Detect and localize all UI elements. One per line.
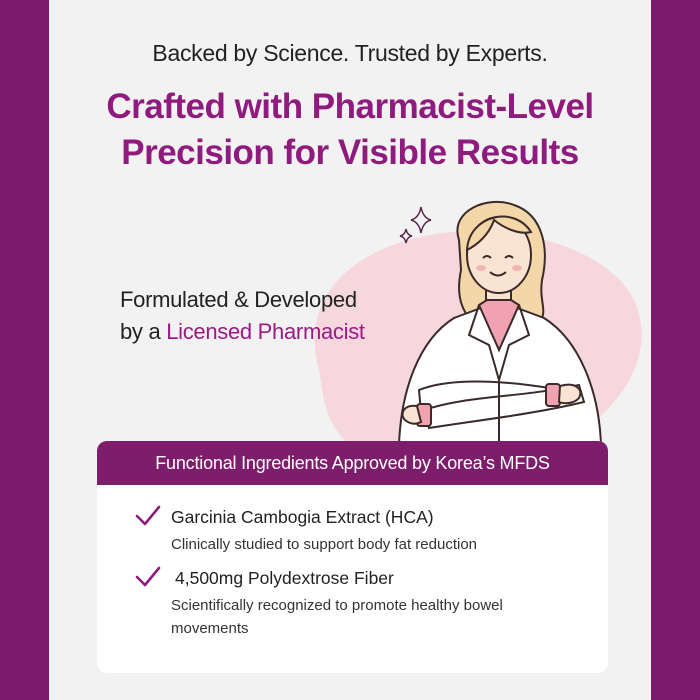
ingredient-name: Garcinia Cambogia Extract (HCA) (171, 507, 434, 527)
ingredient-name: 4,500mg Polydextrose Fiber (175, 568, 394, 588)
ingredient-description: Scientifically recognized to promote healthy bowel movements (171, 597, 503, 637)
ingredients-card-title: Functional Ingredients Approved by Korea’s MFDS (97, 441, 608, 485)
headline-line-2: Precision for Visible Results (121, 133, 579, 172)
claim-line-2: by a Licensed Pharmacist (120, 319, 365, 344)
ingredient-description: Clinically studied to support body fat reduction (171, 536, 478, 553)
licensed-pharmacist-text: Licensed Pharmacist (166, 319, 365, 344)
sparkle-icon (400, 207, 431, 243)
headline-line-1: Crafted with Pharmacist-Level (106, 87, 594, 126)
tagline: Backed by Science. Trusted by Experts. (152, 40, 548, 66)
checkmark-icon (135, 566, 161, 588)
checkmark-icon (135, 505, 161, 527)
claim-line-1: Formulated & Developed (120, 287, 357, 312)
ingredients-card (97, 441, 608, 673)
content-panel (49, 0, 651, 700)
